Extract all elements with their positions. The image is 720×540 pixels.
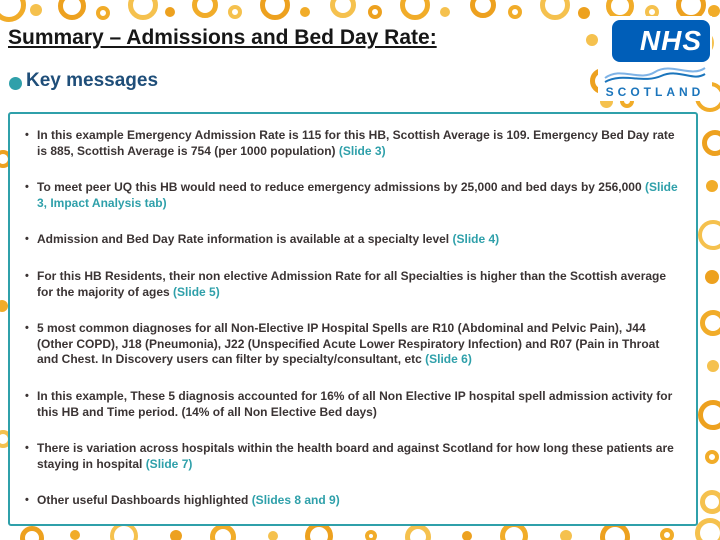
bullet-item (24, 441, 678, 472)
bullet-text: In this example Emergency Admission Rate is 115 for this HB, Scottish Average is 109. Emergency Bed Day rate is 885, Scottish Average is 754 (per 1000 population) (37, 128, 675, 158)
decor-circle (0, 300, 8, 312)
bullet-item (24, 180, 678, 211)
decor-circle (128, 0, 158, 20)
decor-circle (368, 5, 382, 19)
subtitle-bullet-dot (9, 77, 22, 90)
slide-reference: (Slide 4) (452, 232, 500, 247)
bullet-marker: • (25, 389, 29, 402)
bullet-item (24, 321, 678, 368)
decor-circle (700, 310, 720, 336)
bullet-text: Other useful Dashboards highlighted (37, 493, 252, 508)
decor-circle (0, 0, 26, 22)
decor-circle (705, 270, 719, 284)
bullet-text: For this HB Residents, their non elective Admission Rate for all Specialties is higher than the Scottish average for the majority of ages (37, 268, 667, 299)
bullet-item (24, 269, 678, 300)
decor-circle (20, 526, 44, 540)
decor-circle (365, 530, 377, 540)
bullet-text: 5 most common diagnoses for all Non-Elective IP Hospital Spells are R10 (Abdominal and Pelvic Pain), J44 (Other COPD), J18 (Pneumonia), J22 (Unspecified Acute Lower Respiratory Infection) and R07 (Pain in Throat and Chest. In Discovery users can filter by specialty/consultant, etc (37, 321, 660, 367)
slide-reference: (Slide 7) (145, 456, 193, 471)
decor-circle (660, 528, 674, 540)
decor-circle (400, 0, 430, 20)
decor-circle (170, 530, 182, 540)
decor-circle (698, 220, 720, 250)
decor-circle (702, 130, 720, 156)
decor-circle (330, 0, 356, 18)
decor-circle (165, 7, 175, 17)
bullet-marker: • (25, 442, 29, 455)
decor-circle (30, 4, 42, 16)
nhs-scotland-logo (598, 16, 712, 101)
decor-circle (210, 524, 236, 540)
bullet-text: To meet peer UQ this HB would need to reduce emergency admissions by 25,000 and bed days by 256,000 (37, 180, 645, 195)
decor-circle (578, 7, 590, 19)
decor-circle (440, 7, 450, 17)
key-messages-panel (8, 112, 698, 526)
logo-waves-icon (603, 64, 707, 84)
bullet-marker: • (25, 269, 29, 282)
decor-circle (228, 5, 242, 19)
bullet-text: Admission and Bed Day Rate information is available at a specialty level (37, 232, 453, 247)
bullet-item (24, 493, 678, 509)
bullet-marker: • (25, 181, 29, 194)
decor-circle (300, 7, 310, 17)
decor-circle (560, 530, 572, 540)
decor-circle (96, 6, 110, 20)
bullet-text: In this example, These 5 diagnosis accounted for 16% of all Non Elective IP hospital spell admission activity for this HB and Time period. (14% of all Non Elective Bed days) (37, 388, 673, 419)
page-title: Summary – Admissions and Bed Day Rate: (8, 26, 437, 49)
bullet-marker: • (25, 494, 29, 507)
slide-reference: (Slide 3, Impact Analysis tab) (37, 180, 678, 210)
decor-circle (70, 530, 80, 540)
decor-circle (707, 360, 719, 372)
slide-reference: (Slide 6) (425, 352, 472, 367)
slide-reference: (Slides 8 and 9) (251, 493, 340, 508)
decor-circle (58, 0, 86, 20)
decor-circle (405, 524, 431, 540)
decor-circle (268, 531, 278, 540)
bullet-text: There is variation across hospitals within the health board and against Scotland for how long these patients are staying in hospital (37, 441, 674, 471)
decor-circle (540, 0, 570, 20)
decor-circle (698, 400, 720, 430)
decor-circle (508, 5, 522, 19)
page-subtitle: Key messages (26, 70, 159, 91)
decor-circle (700, 490, 720, 514)
decor-circle (470, 0, 496, 18)
nhs-logo-text: NHS (639, 25, 702, 56)
bullet-item (24, 232, 678, 248)
slide-reference: (Slide 5) (173, 284, 220, 299)
bullet-item (24, 389, 678, 420)
decor-circle (695, 518, 720, 540)
decor-circle (586, 34, 598, 46)
nhs-logo-box (612, 20, 710, 62)
slide-reference: (Slide 3) (338, 143, 386, 158)
bullet-list (24, 128, 678, 509)
decor-circle (192, 0, 218, 18)
bullet-item (24, 128, 678, 159)
bullet-marker: • (25, 322, 29, 335)
decor-circle (706, 180, 718, 192)
scotland-logo-text: SCOTLAND (605, 85, 705, 99)
bullet-marker: • (25, 233, 29, 246)
decor-circle (260, 0, 290, 20)
decor-circle (462, 531, 472, 540)
bullet-marker: • (25, 129, 29, 141)
decor-circle (705, 450, 719, 464)
